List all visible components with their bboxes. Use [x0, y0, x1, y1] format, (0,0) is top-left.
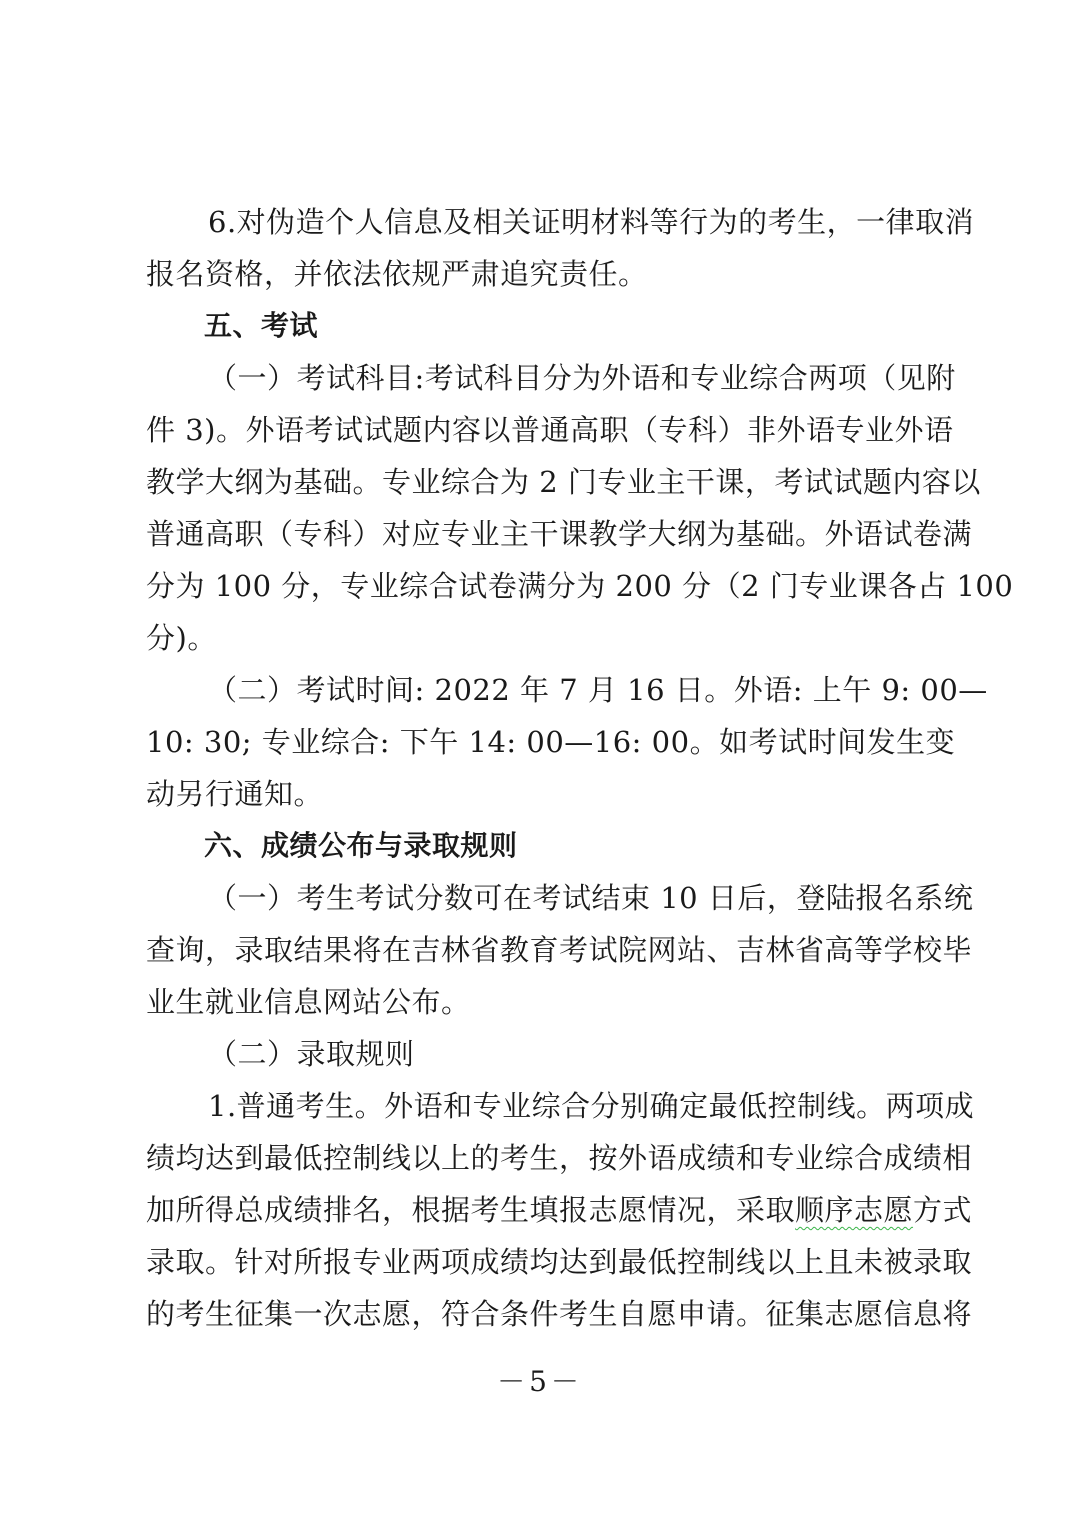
page-number: －5－ [497, 1365, 583, 1398]
text-line: 录取。针对所报专业两项成绩均达到最低控制线以上且未被录取 [146, 1245, 973, 1279]
text-line: 普通高职（专科）对应专业主干课教学大纲为基础。外语试卷满 [146, 517, 973, 551]
text-line: 分为 100 分，专业综合试卷满分为 200 分（2 门专业课各占 100 [146, 569, 1014, 603]
text-line: 业生就业信息网站公布。 [146, 985, 471, 1019]
text-line: 6.对伪造个人信息及相关证明材料等行为的考生，一律取消 [208, 205, 975, 239]
subsection-heading: （二）录取规则 [208, 1037, 415, 1071]
text-line: 的考生征集一次志愿，符合条件考生自愿申请。征集志愿信息将 [146, 1297, 973, 1331]
document-body [146, 196, 1014, 1340]
text-line: 绩均达到最低控制线以上的考生，按外语成绩和专业综合成绩相 [146, 1141, 973, 1175]
text-line: （一）考生考试分数可在考试结束 10 日后，登陆报名系统 [208, 881, 974, 915]
paragraph-regular-candidates [146, 1080, 975, 1340]
text-line: （二）考试时间: 2022 年 7 月 16 日。外语: 上午 9: 00— [208, 673, 988, 707]
text-line: 件 3)。外语考试试题内容以普通高职（专科）非外语专业外语 [146, 413, 954, 447]
text-line: 查询，录取结果将在吉林省教育考试院网站、吉林省高等学校毕 [146, 933, 973, 967]
text-segment: 加所得总成绩排名，根据考生填报志愿情况，采取 [146, 1193, 796, 1227]
grammar-check-underline: 顺序志愿 [795, 1193, 914, 1227]
section-heading-exam: 五、考试 [204, 309, 319, 342]
text-line-with-annotation [146, 1184, 973, 1236]
text-segment: 方式 [913, 1193, 973, 1227]
section-heading-results: 六、成绩公布与录取规则 [204, 829, 518, 862]
text-line: 报名资格，并依法依规严肃追究责任。 [146, 257, 648, 291]
paragraph-item-6 [146, 196, 975, 300]
text-line: （一）考试科目:考试科目分为外语和专业综合两项（见附 [208, 361, 956, 395]
paragraph-exam-time [146, 664, 988, 820]
paragraph-exam-subjects [146, 352, 1014, 664]
paragraph-score-release [146, 872, 974, 1028]
text-line: 10: 30; 专业综合: 下午 14: 00—16: 00。如考试时间发生变 [146, 725, 956, 759]
text-line: 1.普通考生。外语和专业综合分别确定最低控制线。两项成 [208, 1089, 975, 1123]
text-line: 分)。 [146, 621, 217, 655]
paragraph-admission-rules [146, 1028, 946, 1080]
text-line: 教学大纲为基础。专业综合为 2 门专业主干课，考试试题内容以 [146, 465, 981, 499]
text-line: 动另行通知。 [146, 777, 324, 811]
